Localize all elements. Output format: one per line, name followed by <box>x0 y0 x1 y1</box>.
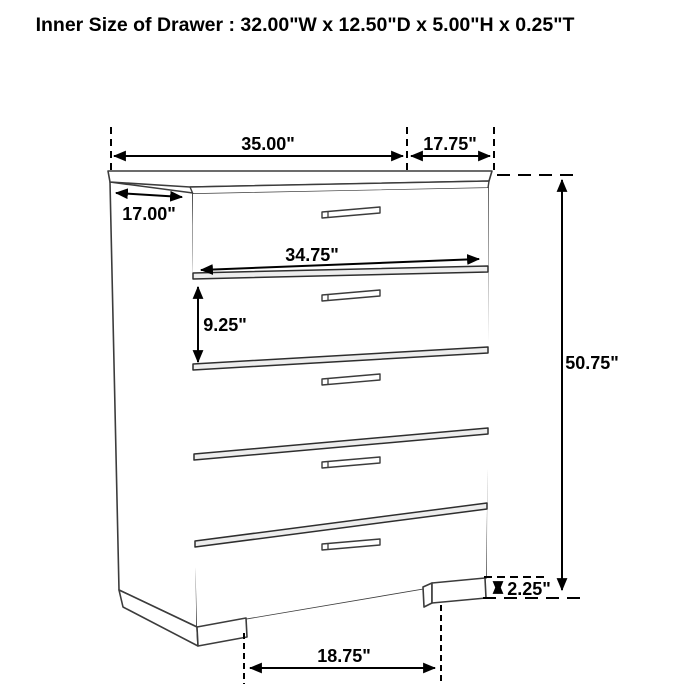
chest-drawing <box>108 171 492 646</box>
chest-right-leg <box>423 578 486 607</box>
dimension-base-height-label: 2.25" <box>507 579 551 599</box>
dimension-side-depth-label: 17.00" <box>122 204 176 224</box>
dimension-leg-span-label: 18.75" <box>317 646 371 666</box>
page-title: Inner Size of Drawer : 32.00"W x 12.50"D x 5.00"H x 0.25"T <box>35 14 575 36</box>
chest-side-panel <box>110 182 197 627</box>
dimension-top-depth-label: 17.75" <box>423 134 477 154</box>
right-leg-front <box>432 578 486 603</box>
dimension-overall-height-label: 50.75" <box>565 353 619 373</box>
dimension-overall-height <box>483 175 619 598</box>
dimension-base-height <box>484 577 551 599</box>
right-leg-side <box>423 583 432 607</box>
dimension-top-width <box>111 127 407 172</box>
dimension-top-width-label: 35.00" <box>241 134 295 154</box>
dimension-top-depth <box>411 127 494 173</box>
dimension-front-width-label: 34.75" <box>285 245 339 265</box>
dimension-leg-span <box>244 605 441 684</box>
dimension-drawer-height-label: 9.25" <box>203 315 247 335</box>
